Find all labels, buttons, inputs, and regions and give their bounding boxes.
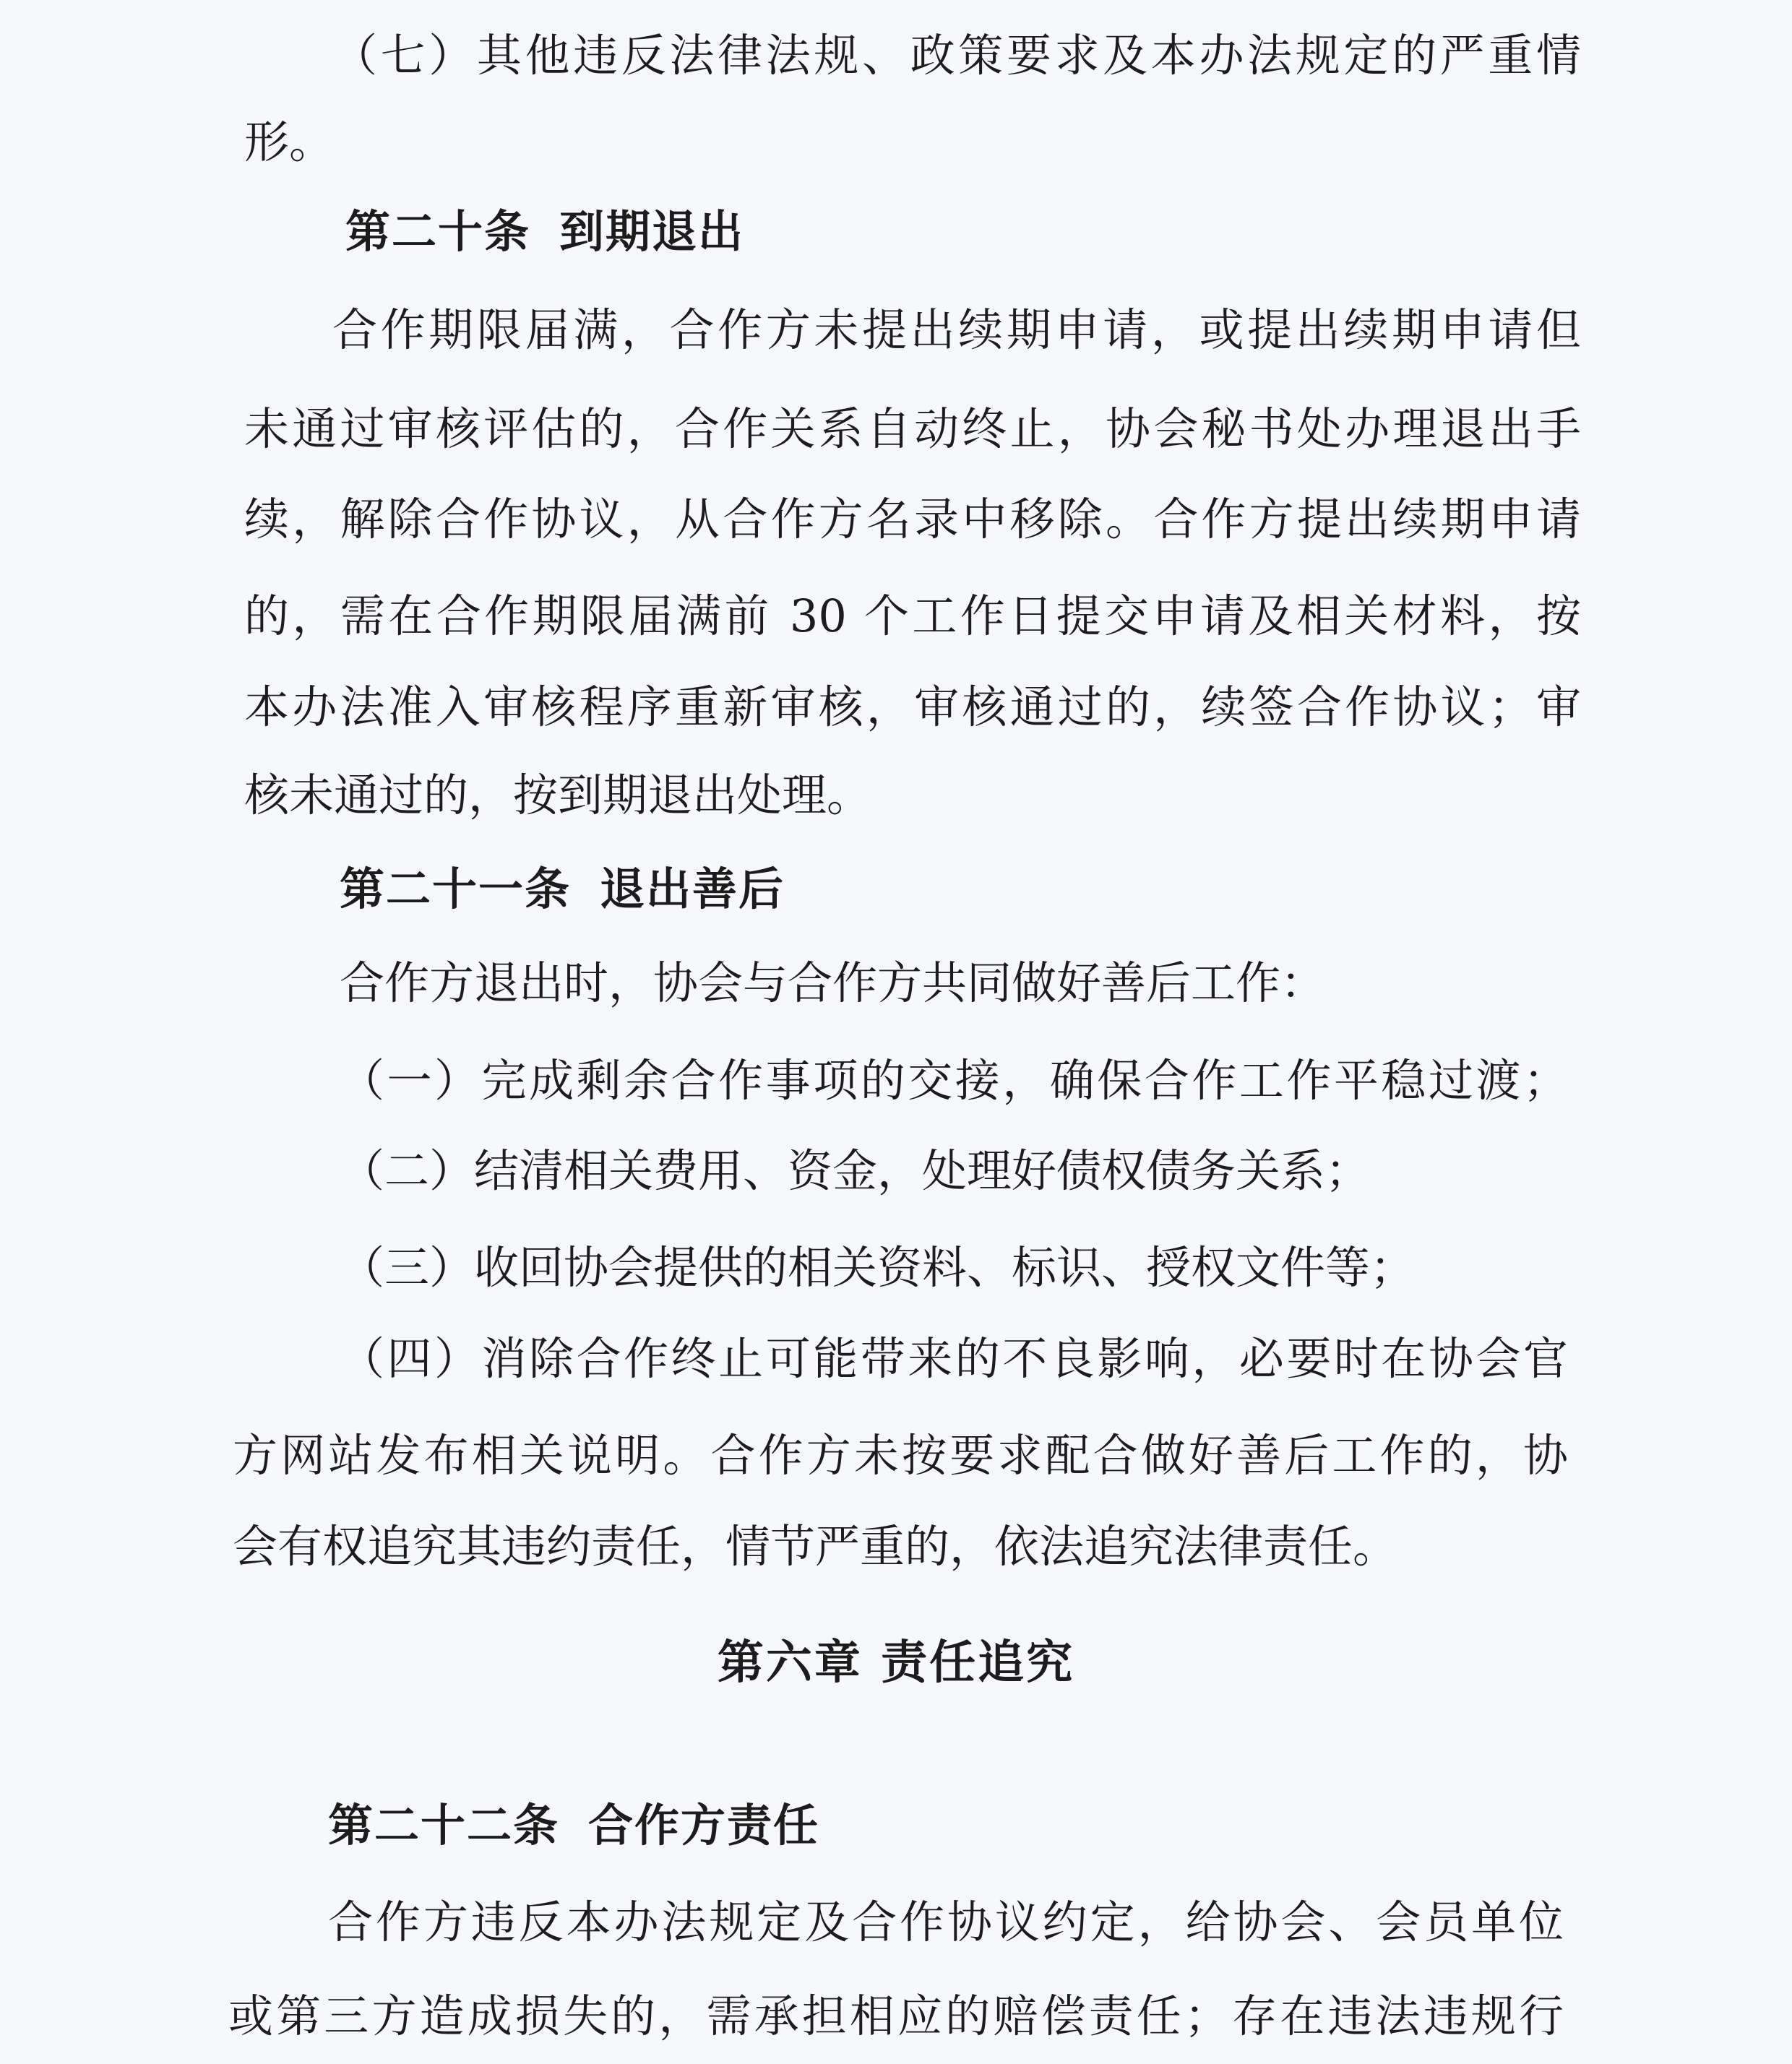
text-line: 未通过审核评估的，合作关系自动终止，协会秘书处办理退出手 <box>244 402 1581 455</box>
text-line: 方网站发布相关说明。合作方未按要求配合做好善后工作的，协 <box>233 1429 1568 1482</box>
article-heading <box>345 205 745 258</box>
article-heading <box>328 1799 820 1852</box>
article-number: 第二十一条 <box>340 863 572 915</box>
list-item: （一）完成剩余合作事项的交接，确保合作工作平稳过渡； <box>340 1054 1568 1107</box>
chapter-title: 第六章 责任追究 <box>717 1636 1075 1690</box>
list-item: （二）结清相关费用、资金，处理好债权债务关系； <box>340 1144 1371 1197</box>
text-line: 或第三方造成损失的，需承担相应的赔偿责任；存在违法违规行 <box>228 1990 1564 2042</box>
article-title: 合作方责任 <box>588 1799 820 1852</box>
text-line: 合作期限届满，合作方未提出续期申请，或提出续期申请但 <box>332 303 1581 356</box>
text-line: 本办法准入审核程序重新审核，审核通过的，续签合作协议；审 <box>244 681 1581 733</box>
text-line: 形。 <box>244 116 335 168</box>
text-line: 合作方退出时，协会与合作方共同做好善后工作： <box>340 957 1326 1009</box>
text-line: 核未通过的，按到期退出处理。 <box>244 769 872 821</box>
text-line: 续，解除合作协议，从合作方名录中移除。合作方提出续期申请 <box>244 493 1581 545</box>
article-title: 到期退出 <box>559 205 745 258</box>
list-item: （三）收回协会提供的相关资料、标识、授权文件等； <box>340 1241 1416 1294</box>
list-item: （四）消除合作终止可能带来的不良影响，必要时在协会官 <box>340 1332 1568 1385</box>
text-line: 的，需在合作期限届满前 30 个工作日提交申请及相关材料，按 <box>244 590 1581 642</box>
article-heading <box>340 863 785 915</box>
article-title: 退出善后 <box>600 863 785 915</box>
article-number: 第二十二条 <box>328 1799 560 1852</box>
text-line: 会有权追究其违约责任，情节严重的，依法追究法律责任。 <box>233 1520 1398 1573</box>
text-line: 合作方违反本办法规定及合作协议约定，给协会、会员单位 <box>328 1896 1564 1948</box>
text-line: （七）其他违反法律法规、政策要求及本办法规定的严重情 <box>332 29 1581 82</box>
article-number: 第二十条 <box>345 205 531 258</box>
